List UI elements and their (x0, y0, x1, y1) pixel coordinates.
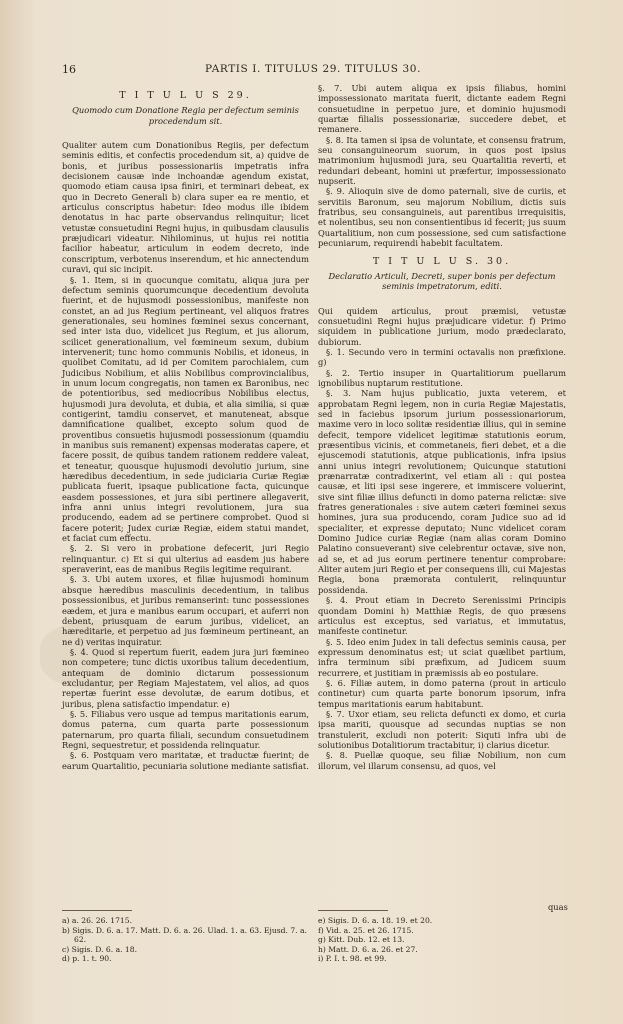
title-30-subtitle: Declaratio Articuli, Decreti, super bonis per defectum seminis impetratorum, editi. (328, 270, 556, 292)
paragraph: §. 6. Postquam vero maritatæ, et traductæ fuerint; de earum Quartalitio, pecuniaria solutione mediante satisfiat. (62, 750, 309, 771)
paragraph: §. 7. Uxor etiam, seu relicta defuncti ex domo, et curia ipsa mariti, quousque ad secundas nuptias se non transtulerit, excludi non poterit: Siquti infra ubi de solutionibus Dotalitiorum tractabitur, i) clarius dicetur. (318, 708, 566, 750)
paragraph: §. 4. Quod si repertum fuerit, eadem jura juri fœmineo non competere; tunc dictis uxoribus talium decedentium, antequam de dominio dictarum possessionum excludantur, per Regiam Majestatem, vel alios, ad quos repertæ fuerint esse devolutæ, de earum dotibus, et juribus, plena satisfactio impendatur. e) (62, 646, 309, 709)
footnote: h) Matt. D. 6. a. 26. et 27. (318, 944, 418, 954)
footnotes-left (62, 916, 307, 964)
paragraph: §. 8. Ita tamen si ipsa de voluntate, et consensu fratrum, seu consanguineorum suorum, in quos post ipsius matrimonium hujusmodi jura, seu Quartalitia reverti, et redundari debeant, homini ut præfertur, impossessionato nupserit. (318, 134, 566, 187)
footnote: i) P. I. t. 98. et 99. (318, 954, 387, 964)
running-head: PARTIS I. TITULUS 29. TITULUS 30. (205, 63, 422, 75)
paragraph: §. 5. Filiabus vero usque ad tempus maritationis earum, domus paterna, cum quarta parte possessionum paternarum, pro quarta filiali, secundum consuetudinem Regni, sequestretur, et possidenda relinquatur. (62, 708, 309, 750)
paragraph: §. 3. Ubi autem uxores, et filiæ hujusmodi hominum absque hæredibus masculinis decedentium, in talibus possessionibus, et juribus remanserint: tunc possessiones eædem, et jura e manibus earum occupari, et auferri non debent, priusquam de earum juribus, videlicet, an hæreditarie, et perpetuo ad jus fœmineum pertineant, an ne d) veritas inquiratur. (62, 574, 309, 647)
footnote-rule (62, 910, 132, 911)
paragraph: §. 1. Secundo vero in termini octavalis non præfixione. g) (318, 346, 566, 368)
catchword: quas (548, 902, 568, 912)
paragraph: §. 3. Nam hujus publicatio, juxta veterem, et approbatam Regni legem, non in curia Regiæ Majestatis, sed in faciebus ipsorum jurium possessionariorum, maxime vero in loco solitæ residentiæ illius, qui in semine defecit, tempore videlicet legitimæ statutionis eorum, præsentibus vicinis, et commetaneis, fieri debet, et a die ejuscemodi statutionis, atque publicationis, infra ipsius anni unius integri revolutionem; Quicunque statutioni prænarratæ contradixerint, vel etiam ali : qui postea causæ, et liti ipsi sese ingerere, et immiscere voluerint, sive sint filiæ illius defuncti in domo paterna relictæ: sive fratres generationales : sive autem cæteri fœminei sexus homines, jura sua producendo, coram Judice suo ad id specialiter, et expresse deputato; Nunc videlicet coram Domino Judice curiæ Regiæ (nam alias coram Domino Palatino consueverant) sive celebrentur octavæ, sive non, ad se, et ad jus eorum pertinere tenentur comprobare: Aliter autem juri Regio et per consequens illi, cui Majestas Regia, bona præmorata contulerit, relinquuntur possidenda. (318, 388, 566, 595)
footnote: f) Vid. a. 25. et 26. 1715. (318, 925, 414, 935)
paragraph: §. 9. Alioquin sive de domo paternali, sive de curiis, et servitiis Baronum, seu majorum Nobilium, dictis suis fratribus, seu consanguineis, aut parentibus irrequisitis, et nolentibus, seu non consentientibus id fecerit; jus suum Quartalitium, non cum possessione, sed cum satisfactione pecuniarum, requirendi habebit facultatem. (318, 186, 566, 249)
paragraph: §. 7. Ubi autem aliqua ex ipsis filiabus, homini impossessionato maritata fuerit, dictante eadem Regni consuetudine in perpetuo jure, et dominio hujusmodi quartæ filialis possessionariæ, succedere debet, et remanere. (318, 83, 566, 135)
footnote: c) Sigis. D. 6. a. 18. (62, 944, 138, 954)
paragraph: §. 4. Prout etiam in Decreto Serenissimi Principis quondam Domini h) Matthiæ Regis, de quo præsens articulus est exceptus, sed variatus, et immutatus, manifeste continetur. (318, 595, 566, 637)
title-29-heading: T I T U L U S 29. (119, 90, 252, 101)
paragraph: §. 1. Item, si in quocunque comitatu, aliqua jura per defectum seminis quorumcunque decedentium devoluta fuerint, et de hujusmodi possessionibus, manifeste non constet, an ad jus Regium pertineant, vel aliquos fratres generationales, seu homines fœminei sexus concernant, sed inter ista duo, videlicet jus Regium, et jus aliorum, scilicet generationalium, vel fœmineum sexum, dubium intervenerit; tunc homo communis Nobilis, et idoneus, in quolibet Comitatu, ad id per Comitem parochialem, cum Judicibus Nobilium, et aliis Nobilibus comprovincialibus, in unum locum congregatis, non tamen ex Baronibus, nec de potentioribus, sed mediocribus Nobilibus electus, hujusmodi jura devoluta, et dubia, et alia similia, si quæ contigerint, tamdiu conservet, et manuteneat, absque damnificatione qualibet, excepto solum quod de proventibus consuetis hujusmodi possessionum (quamdiu in manibus suis remanent) expensas moderatas capere, et facere possit, de quibus tandem rationem reddere valeat, et teneatur, quousque hujusmodi devolutio jurium, sine hæredibus decedentium, in sede judiciaria Curiæ Regiæ publicata fuerit, ipsaque publicatione facta, quicunque easdem possessiones, et jura sibi pertinere allegaverit, infra anni unius integri revolutionem, jura sua producendo, eadem ad se pertinere comprobet. Quod si facere poterit; Judex curiæ Regiæ, eidem statui mandet, et faciat cum effectu. (62, 274, 309, 544)
paragraph: §. 6. Filiæ autem, in domo paterna (prout in articulo continetur) cum quarta parte bonorum ipsorum, infra tempus maritationis earum habitabunt. (318, 677, 566, 709)
paragraph: §. 8. Puellæ quoque, seu filiæ Nobilium, non cum illorum, vel illarum consensu, ad quos, vel (318, 750, 566, 771)
paragraph: §. 2. Tertio insuper in Quartalitiorum puellarum ignobilibus nuptarum restitutione. (318, 367, 566, 388)
title-30-heading: T I T U L U S. 30. (372, 255, 512, 267)
footnote-rule (318, 910, 388, 911)
footnote: b) Sigis. D. 6. a. 17. Matt. D. 6. a. 26. Ulad. 1. a. 63. Ejusd. 7. a. 62. (62, 925, 307, 945)
footnote: a) a. 26. 26. 1715. (62, 916, 132, 925)
footnote: d) p. 1. t. 90. (62, 954, 112, 964)
page-number: 16 (62, 63, 76, 76)
footnotes-right (318, 916, 563, 964)
footnote: e) Sigis. D. 6. a. 18. 19. et 20. (318, 916, 433, 925)
right-column (318, 83, 566, 771)
footnote: g) Kitt. Dub. 12. et 13. (318, 935, 405, 945)
paragraph: Qualiter autem cum Donationibus Regiis, per defectum seminis editis, et confectis procedendum sit, a) quidve de bonis, et juribus possessionariis impetratis infra decisionem causæ inde inchoandæ agendum existat, quomodo etiam causa ipsa finiri, et terminari debeat, ex quo in Decreto Generali b) clara super ea re mentio, et articulus conscriptus habetur: Ideo modus ille ibidem denotatus in hac parte observandus relinquitur; licet vetustæ consuetudini Regni hujus, in quibusdam clausulis præjudicari videatur. Nihilominus, ut hujus rei notitia facilior habeatur, articulum in eodem decreto, inde conscriptum, verbotenus inserendum, et hic annectendum curavi, qui sic incipit. (62, 140, 309, 275)
left-column (62, 83, 309, 771)
paragraph: Qui quidem articulus, prout præmisi, vetustæ consuetudini Regni hujus præjudicare videtur. f) Primo siquidem in publicatione jurium, modo prædeclarato, dubiorum. (318, 305, 566, 347)
paragraph: §. 5. Ideo enim Judex in tali defectus seminis causa, per expressum denominatus est; ut sciat quælibet partium, infra terminum sibi præfixum, ad Judicem suum recurrere, et justitiam in præmissis ab eo postulare. (318, 636, 566, 678)
paragraph: §. 2. Si vero in probatione defecerit, juri Regio relinquantur. c) Et si qui ulterius ad easdem jus habere speraverint, eas de manibus Regiis legitime requirant. (62, 543, 309, 575)
title-29-subtitle: Quomodo cum Donatione Regia per defectum seminis procedendum sit. (72, 105, 299, 126)
page-header (0, 63, 623, 81)
